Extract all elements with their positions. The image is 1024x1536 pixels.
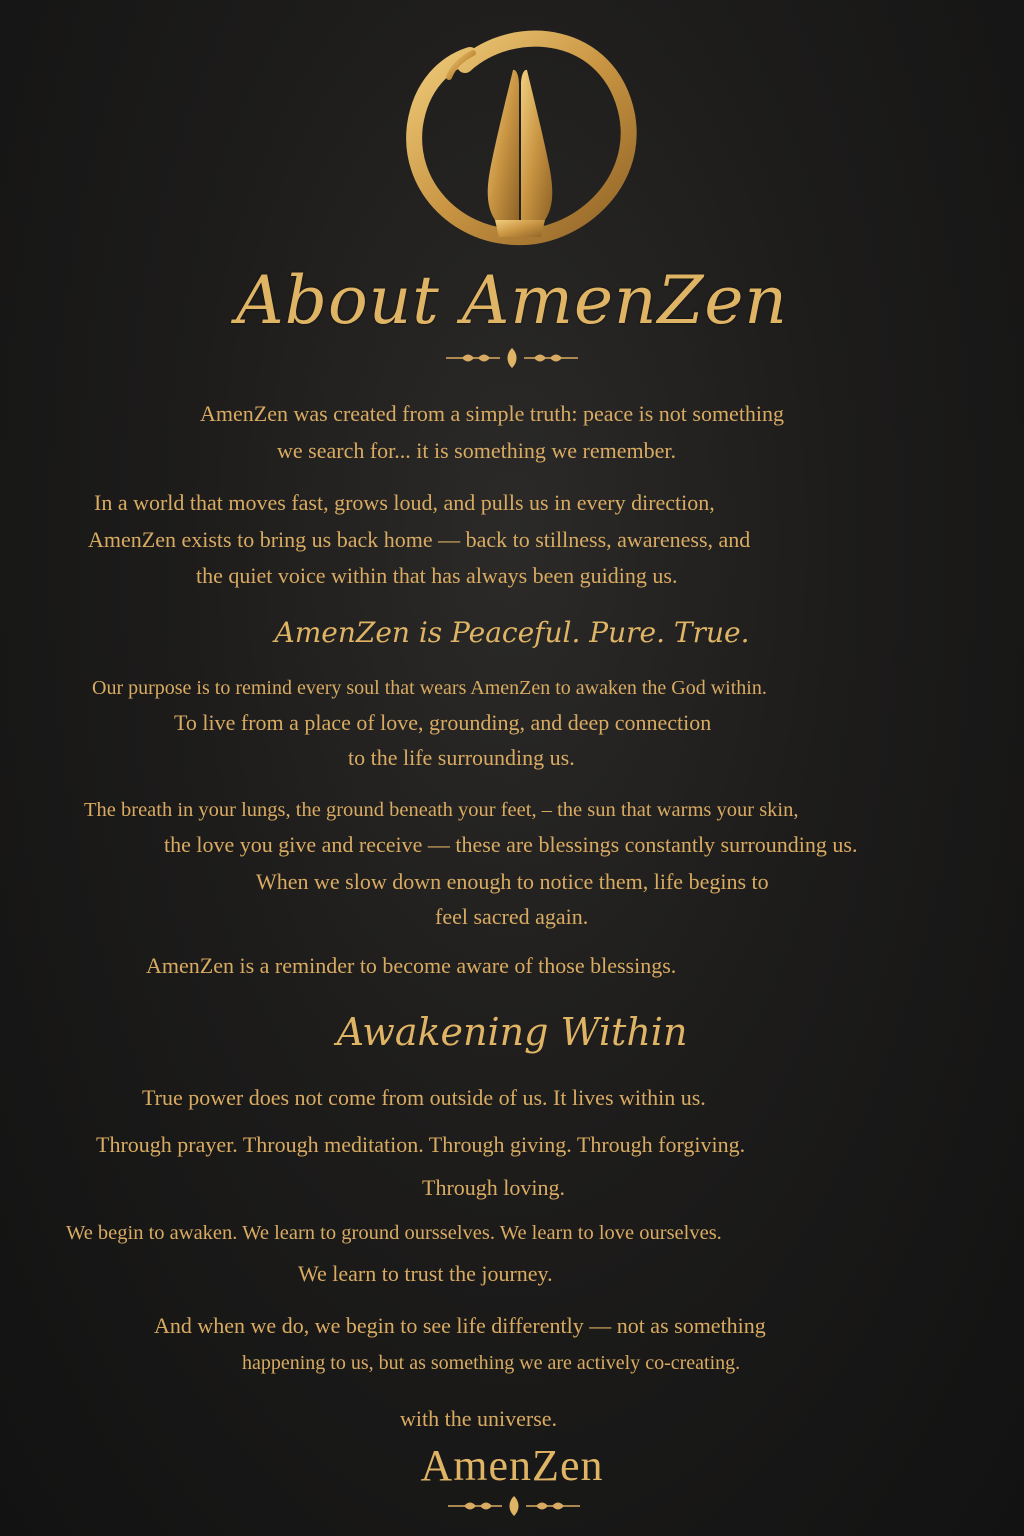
- purpose-line-3: to the life surrounding us.: [348, 745, 575, 770]
- closing-line: with the universe.: [400, 1406, 558, 1431]
- through-line-2: Through loving.: [422, 1175, 565, 1200]
- reminder-line: AmenZen is a reminder to become aware of those blessings.: [146, 953, 677, 978]
- world-line-3: the quiet voice within that has always been guiding us.: [196, 563, 678, 588]
- awakening-heading: Awakening Within: [336, 1010, 688, 1054]
- purpose-line-1: Our purpose is to remind every soul that wears AmenZen to awaken the God within.: [92, 677, 767, 699]
- through-line-1: Through prayer. Through meditation. Through giving. Through forgiving.: [96, 1132, 746, 1157]
- laurel-divider-icon: [444, 1494, 584, 1518]
- page-title: About AmenZen: [236, 262, 788, 339]
- praying-hands-enso-icon: [395, 25, 645, 250]
- intro-line-1: AmenZen was created from a simple truth: peace is not something: [200, 401, 785, 426]
- breath-line-1: The breath in your lungs, the ground beneath your feet, – the sun that warms your skin,: [84, 799, 799, 821]
- breath-line-3: When we slow down enough to notice them, life begins to: [256, 869, 769, 894]
- world-line-1: In a world that moves fast, grows loud, and pulls us in every direction,: [94, 490, 715, 515]
- laurel-divider-icon: [442, 346, 582, 370]
- power-line: True power does not come from outside of us. It lives within us.: [142, 1085, 706, 1110]
- differently-line-1: And when we do, we begin to see life differently — not as something: [154, 1313, 766, 1338]
- learn-line-1: We begin to awaken. We learn to ground oursselves. We learn to love ourselves.: [66, 1222, 722, 1244]
- intro-line-2: we search for... it is something we remember.: [277, 438, 676, 463]
- breath-line-4: feel sacred again.: [435, 904, 589, 929]
- world-line-2: AmenZen exists to bring us back home — back to stillness, awareness, and: [88, 527, 751, 552]
- differently-line-2: happening to us, but as something we are actively co-creating.: [242, 1352, 741, 1374]
- signature: AmenZen: [420, 1441, 604, 1490]
- learn-line-2: We learn to trust the journey.: [298, 1261, 553, 1286]
- purpose-line-2: To live from a place of love, grounding, and deep connection: [174, 710, 712, 735]
- tagline: AmenZen is Peaceful. Pure. True.: [274, 616, 750, 649]
- breath-line-2: the love you give and receive — these are blessings constantly surrounding us.: [164, 832, 858, 857]
